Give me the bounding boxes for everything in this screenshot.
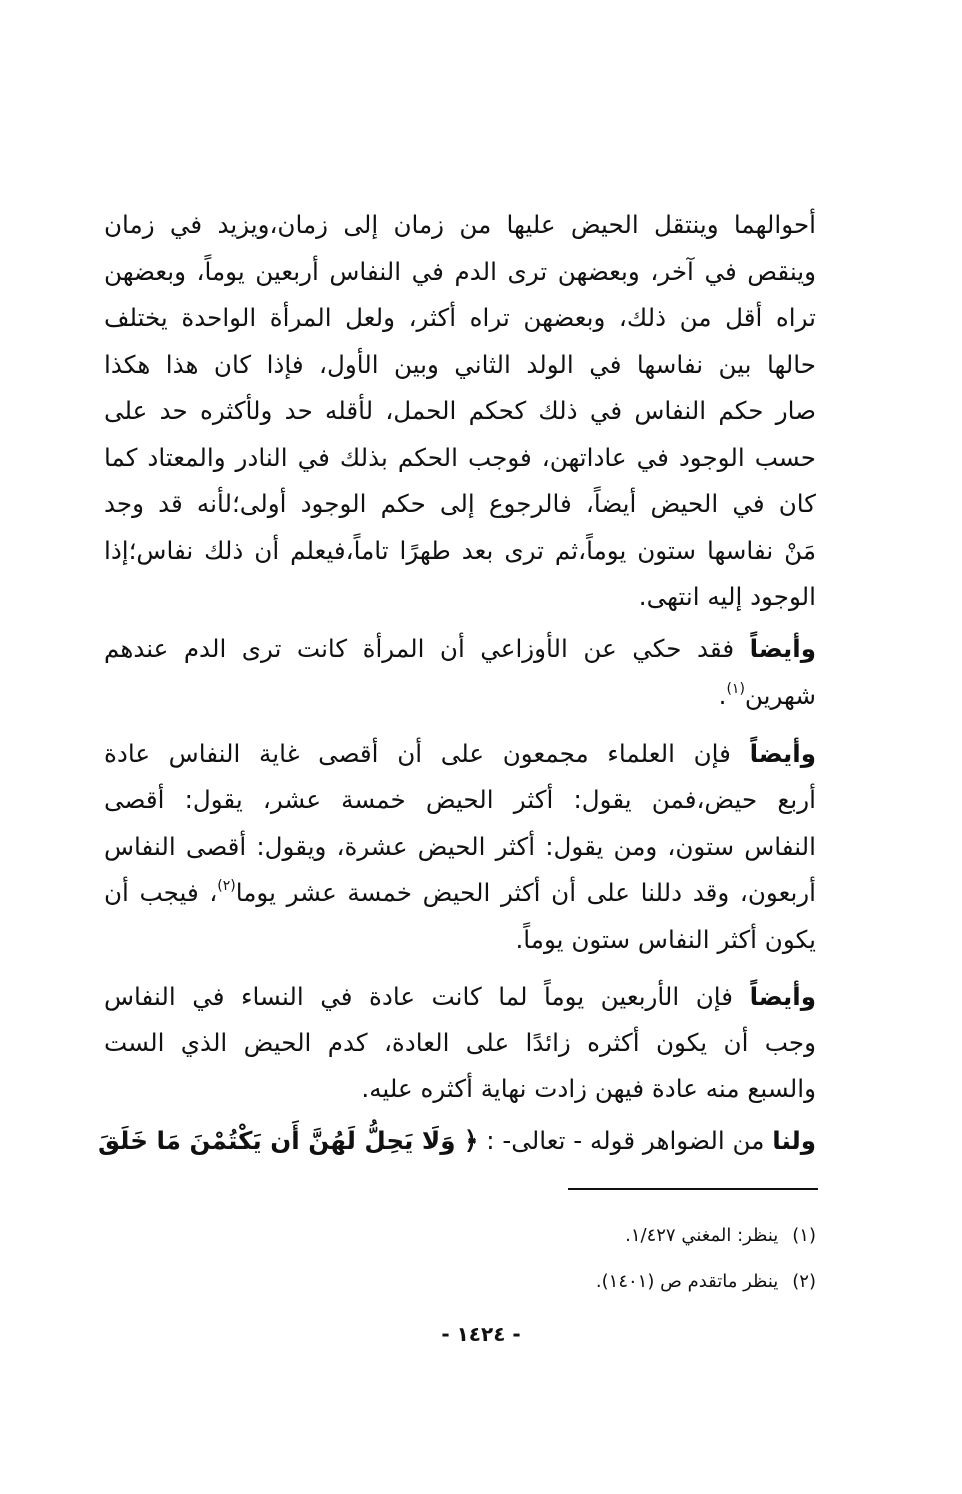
footnote-2	[596, 1268, 816, 1296]
paragraph-lead-word: وأيضاً	[749, 739, 816, 768]
paragraph-text: فإن الأربعين يوماً لما كانت عادة في النساء في النفاس	[104, 982, 750, 1011]
quran-verse: ﴿ وَلَا يَحِلُّ لَهُنَّ أَن يَكْتُمْنَ مَا خَلَقَ	[97, 1126, 479, 1155]
paragraph-lead-word: وأيضاً	[749, 634, 816, 663]
paragraph-text: .	[718, 681, 727, 710]
paragraph-2-line-1	[104, 626, 816, 673]
paragraph-1-line: صار حكم النفاس في ذلك كحكم الحمل، لأقله حد ولأكثره حد على	[104, 396, 816, 425]
paragraph-1-line: أحوالهما وينتقل الحيض عليها من زمان إلى زمان،ويزيد في زمان	[104, 210, 816, 239]
paragraph-4-line-1	[104, 974, 816, 1021]
paragraph-text: أربعون، وقد دللنا على أن أكثر الحيض خمسة عشر يوما	[235, 878, 817, 907]
paragraph-2-line-2	[104, 673, 816, 720]
paragraph-1-line: حسب الوجود في عاداتهن، فوجب الحكم بذلك في النادر والمعتاد كما	[104, 443, 816, 472]
paragraph-text: شهرين	[744, 681, 816, 710]
paragraph-text: أربع حيض،فمن يقول: أكثر الحيض خمسة عشر، يقول: أقصى	[104, 785, 816, 814]
paragraph-text: وجب أن يكون أكثره زائدًا على العادة، كدم الحيض الذي الست	[104, 1028, 816, 1057]
paragraph-text: النفاس ستون، ومن يقول: أكثر الحيض عشرة، ويقول: أقصى النفاس	[104, 832, 816, 861]
footnote-number: (٢)	[792, 1271, 816, 1292]
paragraph-1-line: مَنْ نفاسها ستون يوماً،ثم ترى بعد طهرًا تاماً،فيعلم أن ذلك نفاس؛إذا	[104, 536, 816, 565]
paragraph-text: فقد حكي عن الأوزاعي أن المرأة كانت ترى الدم عندهم	[104, 634, 750, 663]
paragraph-text: فإن العلماء مجمعون على أن أقصى غاية النفاس عادة	[104, 739, 750, 768]
paragraph-5-line-1	[97, 1118, 816, 1165]
paragraph-text: والسبع منه عادة فيهن زادت نهاية أكثره عليه.	[361, 1074, 816, 1103]
paragraph-3-line-1	[104, 731, 816, 778]
paragraph-4-line-3	[104, 1066, 816, 1113]
footnote-text: ينظر: المغني ١/٤٢٧.	[625, 1225, 779, 1246]
paragraph-3-line-4	[104, 870, 816, 917]
paragraph-3-line-5	[104, 917, 816, 964]
footnote-reference-2: (٢)	[217, 877, 236, 894]
footnote-number: (١)	[792, 1225, 816, 1246]
paragraph-text: ، فيجب أن	[104, 878, 218, 907]
paragraph-3-line-3	[104, 824, 816, 871]
paragraph-1-line: تراه أقل من ذلك، وبعضهن تراه أكثر، ولعل المرأة الواحدة يختلف	[104, 303, 816, 332]
footnote-separator	[568, 1188, 818, 1190]
paragraph-1-line: حالها بين نفاسها في الولد الثاني وبين الأول، فإذا كان هذا هكذا	[104, 350, 816, 379]
paragraph-text: يكون أكثر النفاس ستون يوماً.	[515, 925, 816, 954]
paragraph-1-line: كان في الحيض أيضاً، فالرجوع إلى حكم الوجود أولى؛لأنه قد وجد	[104, 489, 816, 518]
footnote-1	[625, 1222, 816, 1250]
footnote-text: ينظر ماتقدم ص (١٤٠١).	[595, 1271, 779, 1292]
paragraph-1-line: وينقص في آخر، وبعضهن ترى الدم في النفاس أربعين يوماً، وبعضهن	[104, 257, 816, 286]
paragraph-4-line-2	[104, 1020, 816, 1067]
footnote-reference-1: (١)	[726, 680, 745, 697]
paragraph-3-line-2	[104, 777, 816, 824]
page-number: - ١٤٢٤ -	[441, 1322, 521, 1346]
paragraph-text: من الضواهر قوله - تعالى- :	[478, 1126, 773, 1155]
paragraph-lead-word: وأيضاً	[749, 982, 816, 1011]
paragraph-1-line: الوجود إليه انتهى.	[638, 582, 816, 611]
paragraph-lead-word: ولنا	[772, 1126, 816, 1155]
